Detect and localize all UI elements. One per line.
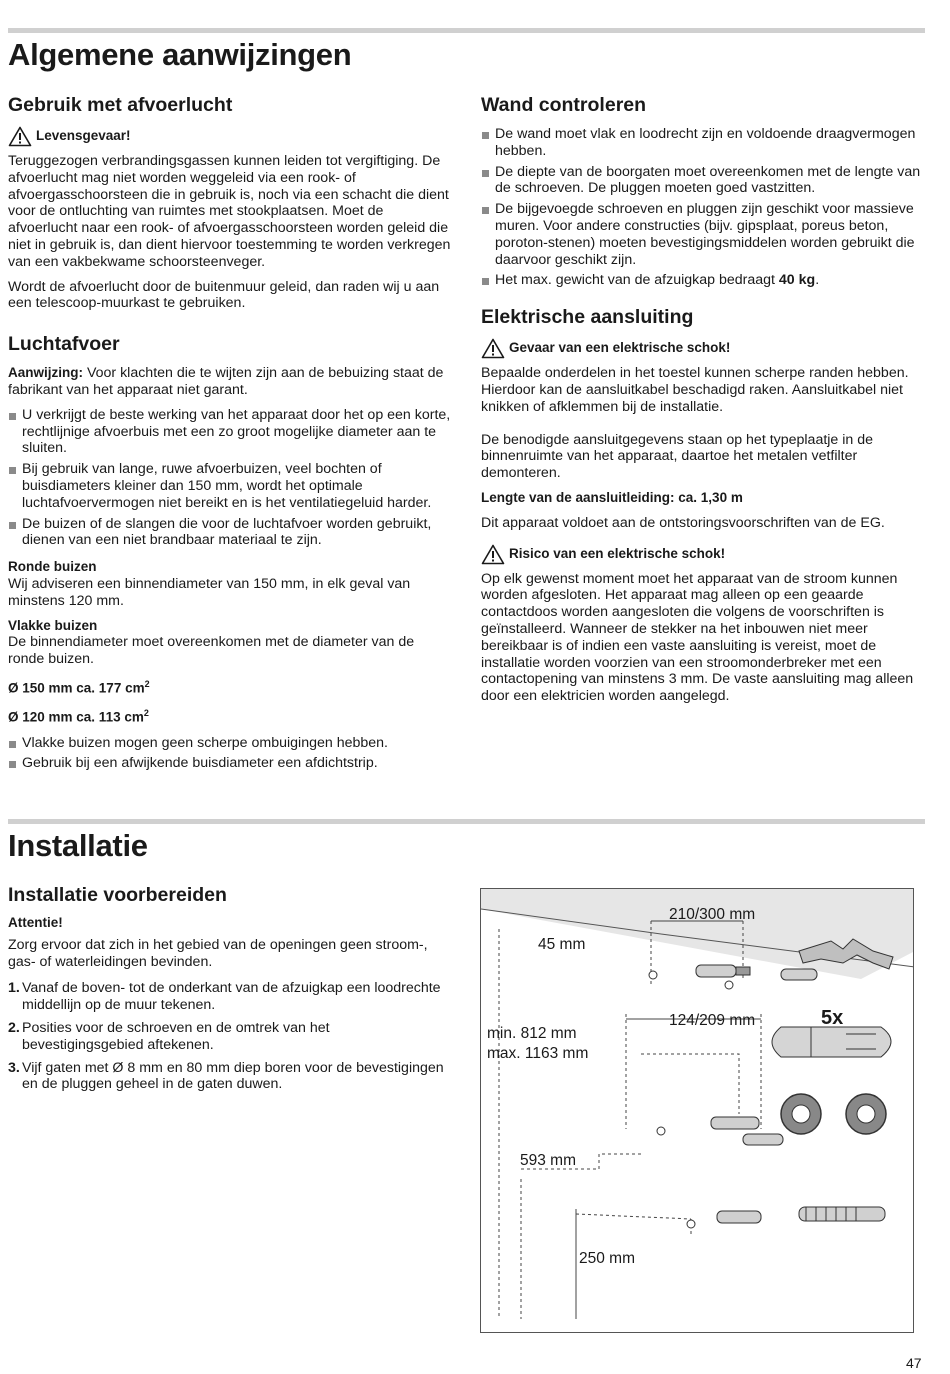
paragraph: Op elk gewenst moment moet het apparaat van de stroom kunnen worden afgesloten. Het apparaat mag alleen op een geaarde contactdoos worden aangesloten die volgens de voorschriften is geïnstalleerd. Wanneer de stekker na het inbouwen niet meer bereikbaar is of indien een vaste aansluiting is vereist, moet de installatie worden voorzien van een stroomonderbreker met een contactopening van minstens 3 mm. De vaste aansluiting mag alleen door een elektricien worden aangelegd. bbox=[481, 570, 914, 705]
page-title: Algemene aanwijzingen bbox=[8, 37, 352, 72]
dim-124-209: 124/209 mm bbox=[669, 1012, 756, 1029]
warning-text: Gevaar van een elektrische schok! bbox=[509, 340, 731, 356]
paragraph: Teruggezogen verbrandingsgassen kunnen leiden tot vergiftiging. De afvoerlucht mag niet worden weggeleid via een rook- of afvoergasschoorsteen die in gebruik is, noch via een schacht die dient voor de ontluchting van ruimtes met stookplaatsen. Moet de afvoerlucht naar een rook- of afvoergasschoorsteen worden geleid die niet in gebruik is, dan dient hiervoor toestemming te worden verkregen van een vakbekwame schoorsteenveger. bbox=[8, 153, 451, 270]
spec-150 bbox=[8, 676, 454, 697]
installation-text bbox=[8, 883, 448, 1099]
dim-min: min. 812 mm bbox=[487, 1025, 577, 1042]
section-title-installatie: Installatie bbox=[8, 828, 148, 863]
warning-triangle-icon bbox=[481, 338, 505, 359]
plug-detail-icon bbox=[772, 1027, 891, 1057]
spec-120 bbox=[8, 705, 454, 726]
dim-max: max. 1163 mm bbox=[487, 1045, 589, 1062]
right-column bbox=[481, 93, 921, 713]
note bbox=[8, 365, 454, 399]
weight-value: 40 kg bbox=[778, 272, 816, 289]
bottom-plug-icon bbox=[687, 1207, 885, 1228]
step-text: Vijf gaten met Ø 8 mm en 80 mm diep boren voor de bevestigingen en de pluggen geheel in de gaten duwen. bbox=[22, 1059, 444, 1093]
list-item: Bij gebruik van lange, ruwe afvoerbuizen, veel bochten of buisdiameters kleiner dan 150 mm, wordt het optimale luchtafvoervermogen niet bereikt en is het ventilatiegeluid harder. bbox=[8, 461, 454, 511]
list-item: U verkrijgt de beste werking van het apparaat door het op een korte, rechtlijnige afvoerbuis met een zo groot mogelijke diameter aan te sluiten. bbox=[8, 407, 454, 457]
step-number: 3. bbox=[8, 1059, 20, 1076]
bullet-list bbox=[481, 126, 921, 289]
heading-luchtafvoer: Luchtafvoer bbox=[8, 333, 120, 356]
spec-text: Ø 120 mm ca. 113 cm bbox=[8, 709, 144, 725]
heading-elektrisch: Elektrische aansluiting bbox=[481, 306, 694, 329]
superscript: 2 bbox=[144, 678, 150, 689]
step-number: 1. bbox=[8, 980, 20, 997]
step-item bbox=[8, 1020, 448, 1054]
plug-icon bbox=[649, 965, 817, 989]
subheading-vlakke: Vlakke buizen bbox=[8, 617, 98, 633]
weight-text: Het max. gewicht van de afzuigkap bedraagt bbox=[495, 272, 779, 289]
weight-end: . bbox=[815, 272, 820, 289]
paragraph: Wordt de afvoerlucht door de buitenmuur geleid, dan raden wij u aan een telescoop-muurkast te gebruiken. bbox=[8, 278, 440, 312]
heading-gebruik: Gebruik met afvoerlucht bbox=[8, 94, 233, 116]
paragraph: Zorg ervoor dat zich in het gebied van de openingen geen stroom-, gas- of waterleidingen bevinden. bbox=[8, 936, 428, 970]
warning-triangle-icon bbox=[8, 126, 32, 147]
step-item bbox=[8, 1060, 448, 1094]
page-number: 47 bbox=[906, 1355, 922, 1371]
step-list bbox=[8, 980, 448, 1093]
list-item: De wand moet vlak en loodrecht zijn en voldoende draagvermogen hebben. bbox=[481, 126, 921, 160]
warning-elektrische-schok bbox=[481, 338, 921, 359]
installation-diagram bbox=[480, 888, 914, 1333]
paragraph: Wij adviseren een binnendiameter van 150 mm, in elk geval van minstens 120 mm. bbox=[8, 575, 411, 609]
warning-levensgevaar bbox=[8, 126, 454, 147]
list-item: Gebruik bij een afwijkende buisdiameter een afdichtstrip. bbox=[8, 755, 454, 772]
warning-risico bbox=[481, 544, 921, 565]
dim-45: 45 mm bbox=[538, 936, 586, 953]
heading-wand: Wand controleren bbox=[481, 94, 647, 116]
step-text: Posities voor de schroeven en de omtrek van het bevestigingsgebied aftekenen. bbox=[22, 1019, 330, 1053]
dim-210-300: 210/300 mm bbox=[669, 906, 756, 923]
list-item: Vlakke buizen mogen geen scherpe ombuigingen hebben. bbox=[8, 735, 454, 752]
attention-label: Attentie! bbox=[8, 915, 63, 930]
quantity-5x: 5x bbox=[821, 1007, 844, 1029]
dim-593: 593 mm bbox=[520, 1152, 576, 1169]
bullet-list bbox=[8, 735, 454, 773]
paragraph: Dit apparaat voldoet aan de ontstoringsvoorschriften van de EG. bbox=[481, 514, 885, 531]
warning-triangle-icon bbox=[481, 544, 505, 565]
diagram-drawing bbox=[481, 889, 914, 1333]
warning-text: Risico van een elektrische schok! bbox=[509, 545, 726, 561]
dim-250: 250 mm bbox=[579, 1250, 635, 1267]
list-item: De buizen of de slangen die voor de luchtafvoer worden gebruikt, dienen van een niet brandbaar materiaal te zijn. bbox=[8, 516, 454, 550]
bullet-list bbox=[8, 407, 454, 549]
cable-length: Lengte van de aansluitleiding: ca. 1,30 m bbox=[481, 489, 743, 505]
note-label: Aanwijzing: bbox=[8, 365, 83, 381]
section-divider bbox=[8, 819, 925, 824]
warning-text: Levensgevaar! bbox=[36, 128, 131, 144]
subheading-ronde: Ronde buizen bbox=[8, 559, 97, 575]
list-item: De diepte van de boorgaten moet overeenkomen met de lengte van de schroeven. De pluggen moeten goed vastzitten. bbox=[481, 164, 921, 198]
step-text: Vanaf de boven- tot de onderkant van de afzuigkap een loodrechte middellijn op de muur tekenen. bbox=[22, 980, 441, 1014]
step-number: 2. bbox=[8, 1019, 20, 1036]
superscript: 2 bbox=[143, 708, 149, 719]
paragraph: De binnendiameter moet overeenkomen met de diameter van de ronde buizen. bbox=[8, 634, 415, 668]
list-item: De bijgevoegde schroeven en pluggen zijn geschikt voor massieve muren. Voor andere constructies (bijv. gipsplaat, poreus beton, poroton-stenen) moeten bevestigingsmiddelen worden gebruikt die daarvoor geschikt zijn. bbox=[481, 201, 921, 268]
heading-installatie-voorbereiden: Installatie voorbereiden bbox=[8, 884, 227, 906]
left-column bbox=[8, 93, 454, 778]
note-text: Voor klachten die te wijten zijn aan de bebuizing staat de fabrikant van het apparaat niet garant. bbox=[8, 365, 444, 398]
step-item bbox=[8, 980, 448, 1014]
list-item-weight bbox=[481, 272, 921, 289]
spec-text: Ø 150 mm ca. 177 cm bbox=[8, 680, 145, 696]
paragraph: Bepaalde onderdelen in het toestel kunnen scherpe randen hebben. Hierdoor kan de aansluitkabel beschadigd raken. Aansluitkabel niet knikken of afklemmen bij de installatie. bbox=[481, 365, 909, 415]
section-divider bbox=[8, 28, 925, 33]
mounting-screw-icon bbox=[657, 1094, 886, 1145]
paragraph: De benodigde aansluitgegevens staan op het typeplaatje in de binnenruimte van het apparaat, daartoe het metalen vetfilter demonteren. bbox=[481, 431, 874, 482]
